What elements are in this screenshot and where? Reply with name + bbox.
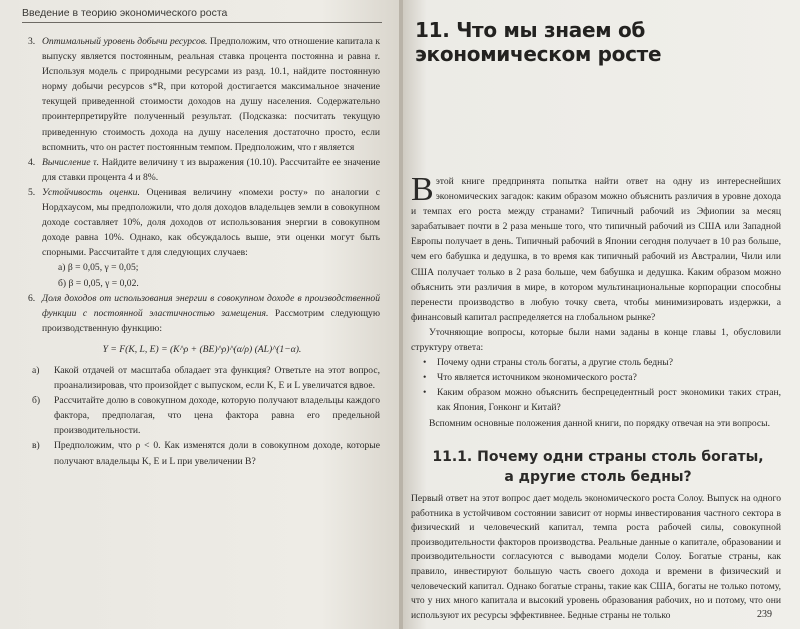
exercise-text: Рассмотрим следующую производственную функцию:	[42, 307, 380, 334]
exercise-text: Предположим, что отношение капитала к выпуску является постоянным, реальная ставка процента постоянна и равна r. Используя модель с природными ресурсами из разд. 10.1, найдите постоянную норму добычи ресурсов s*R, при которой достигается максимальное значение текущей приведенной стоимости доходов на душу населения. Содержательно проинтерпретируйте полученный результат. (Подсказка: посчитать текущую приведенную стоимость дохода на душу населения достаточно просто, если вспомнить, что он растет постоянным темпом. Предположим, что r является	[42, 36, 380, 153]
intro-paragraph-3: Вспомним основные положения данной книги, по порядку отвечая на эти вопросы.	[429, 417, 771, 429]
list-item	[423, 370, 781, 385]
exercise-title: Доля доходов от использования энергии в совокупном доходе в производственной функции с постоянной эластичностью замещения.	[42, 292, 380, 319]
exercise-text: Оценивая величину «помехи росту» по аналогии с Нордхаусом, мы предположили, что доля доходов владельцев земли в совокупном доходе составляет 10%, доля доходов от использования энергии в совокупном доходе равна 10%. Однако, как обсуждалось выше, эти оценки могут быть спорными. Рассчитайте τ для следующих случаев:	[42, 186, 380, 259]
running-head: Введение в теорию экономического роста	[22, 7, 382, 23]
exercise-6	[24, 291, 380, 336]
intro-paragraph	[411, 171, 781, 325]
question-text: Какой отдачей от масштаба обладает эта функция? Ответьте на этот вопрос, проанализировав, что произойдет с выпуском, если K, E и L увеличатся вдвое.	[54, 364, 380, 392]
exercise-title: Оптимальный уровень добычи ресурсов.	[42, 36, 208, 47]
question-text: Рассчитайте долю в совокупном доходе, которую получают владельцы каждого фактора, предполагая, что цена фактора равна его предельной производительности.	[54, 395, 380, 437]
right-page	[403, 0, 800, 629]
exercise-title: Вычисление τ.	[42, 156, 99, 168]
question-b	[24, 393, 380, 438]
section-title	[423, 447, 773, 487]
question-text: Предположим, что ρ < 0. Как изменятся доли в совокупном доходе, которые получают владельцы K, E и L при увеличении B?	[54, 440, 380, 467]
exercise-number: 3.	[28, 36, 36, 47]
question-letter: в)	[32, 440, 40, 452]
case-a: а) β = 0,05, γ = 0,05;	[58, 262, 139, 274]
section-title-line-1: 11.1. Почему одни страны столь богаты,	[432, 449, 764, 465]
section-text: Первый ответ на этот вопрос дает модель экономического роста Солоу. Выпуск на одного работника в устойчивом состоянии зависит от нормы инвестирования частного сектора в физический и человеческий капитал, темпа роста рабочей силы, совокупной производительности факторов производства. Реальные данные о капитале, образовании и производительности согласуются с выводами модели Солоу. Богатые страны, как правило, инвестируют большую часть своего дохода и времени в физический и человеческий капитал. Однако богатые страны, такие как США, богаты не только потому, что у них много капитала и высокий уровень образования рабочих, но и потому, что они используют их ресурсы эффективнее. Бедные страны не только	[411, 493, 781, 621]
drop-cap: В	[411, 171, 434, 208]
production-function-formula: Y = F(K, L, E) = (K^ρ + (BE)^ρ)^(α/ρ) (AL)^(1−α).	[102, 343, 302, 355]
section-title-line-2: а другие столь бедны?	[504, 469, 692, 485]
exercise-number: 6.	[28, 292, 36, 304]
list-item-text: Каким образом можно объяснить беспрецедентный рост экономики таких стран, как Япония, Гонконг и Китай?	[437, 387, 781, 414]
question-a	[24, 363, 380, 393]
chapter-title: 11. Что мы знаем об экономическом росте	[415, 18, 662, 66]
list-item	[423, 385, 781, 415]
question-letter: а)	[32, 364, 40, 376]
exercise-number: 4.	[28, 156, 36, 168]
intro-paragraph-2: Уточняющие вопросы, которые были нами заданы в конце главы 1, обусловили структуру ответа:	[411, 326, 781, 354]
question-letter: б)	[32, 395, 41, 407]
case-b: б) β = 0,05, γ = 0,02.	[58, 277, 139, 289]
bullet-icon: •	[423, 372, 427, 384]
exercises	[24, 34, 380, 469]
intro-text: этой книге предпринята попытка найти ответ на одну из интереснейших экономических загадок: каким образом можно объяснить различия в уровне дохода и темпах его роста между странами? Типичный рабочий из Эфиопии за месяц зарабатывает почти в 2 раза меньше того, что типичный рабочий из США или Западной Европы получает в день. Типичный рабочий в Японии сегодня получает в 10 раз больше, чем его бабушка и дедушка, в то время как типичный рабочий из Австралии, Чили или США получает только в 2 раза больше, чем бабушка и дедушка. Каким образом можно объяснить эти различия в мире, в котором мультинациональные корпорации способны перенести производство в любую точку света, чтобы минимизировать издержки, а финансовый капитал распределяется на глобальном рынке?	[411, 176, 781, 323]
exercise-3	[24, 34, 380, 155]
question-c	[24, 438, 380, 468]
list-item	[423, 355, 781, 370]
list-item-text: Что является источником экономического роста?	[437, 372, 637, 384]
exercise-title: Устойчивость оценки.	[42, 186, 140, 198]
bullet-icon: •	[423, 387, 427, 399]
chapter-intro	[411, 171, 781, 431]
exercise-4	[24, 155, 380, 185]
exercise-number: 5.	[28, 186, 36, 198]
exercise-text: Найдите величину τ из выражения (10.10). Рассчитайте ее значение для ставки процента 4 и 8%.	[42, 156, 380, 183]
page-number: 239	[757, 609, 772, 620]
list-item-text: Почему одни страны столь богаты, а другие столь бедны?	[437, 357, 674, 369]
bullet-icon: •	[423, 357, 427, 369]
question-list	[411, 355, 781, 415]
exercise-5	[24, 185, 380, 260]
